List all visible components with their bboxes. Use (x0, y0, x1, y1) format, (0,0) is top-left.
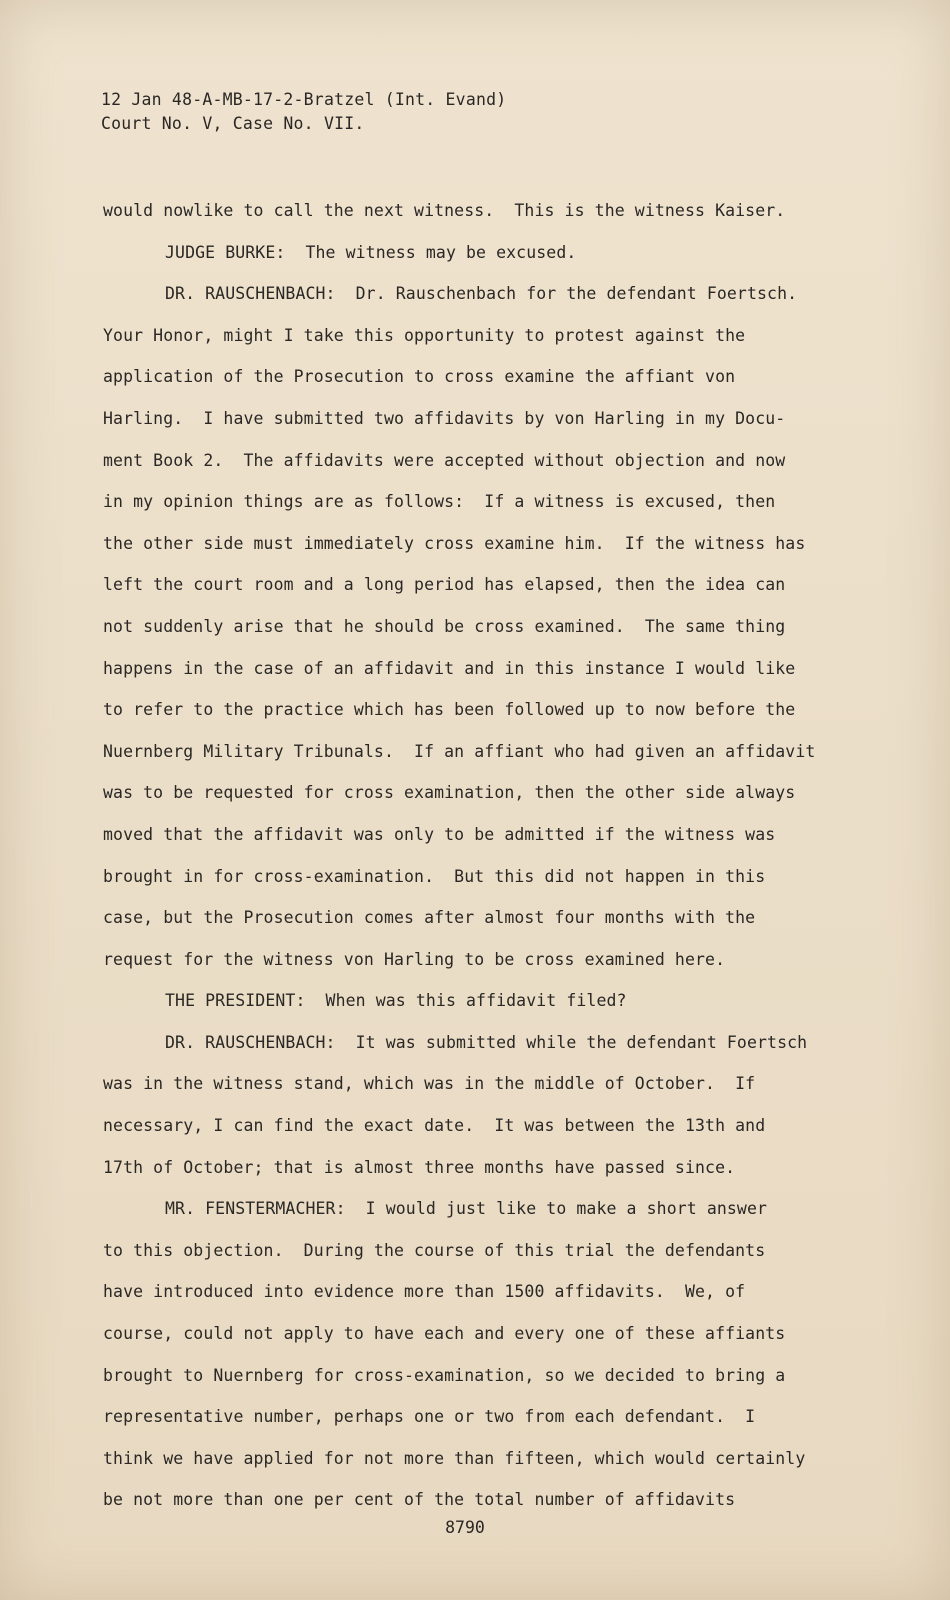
transcript-line: to this objection. During the course of this trial the defendants (103, 1240, 766, 1260)
transcript-line: to refer to the practice which has been followed up to now before the (103, 700, 796, 720)
transcript-line: Your Honor, might I take this opportunity to protest against the (103, 325, 746, 345)
transcript-line: Harling. I have submitted two affidavits by von Harling in my Docu- (103, 408, 786, 428)
transcript-line: would nowlike to call the next witness. This is the witness Kaiser. (103, 201, 786, 220)
transcript-body (103, 190, 843, 1521)
page-number: 8790 (445, 1518, 485, 1537)
transcript-line: 17th of October; that is almost three months have passed since. (103, 1157, 736, 1177)
transcript-line: the other side must immediately cross examine him. If the witness has (103, 533, 806, 553)
transcript-line: think we have applied for not more than fifteen, which would certainly (103, 1448, 806, 1468)
transcript-line: JUDGE BURKE: The witness may be excused. (165, 242, 577, 262)
transcript-line: ment Book 2. The affidavits were accepted without objection and now (103, 450, 786, 470)
transcript-line: left the court room and a long period has elapsed, then the idea can (103, 575, 786, 595)
transcript-line: not suddenly arise that he should be cross examined. The same thing (103, 616, 786, 636)
transcript-line: MR. FENSTERMACHER: I would just like to make a short answer (165, 1199, 768, 1219)
transcript-line: happens in the case of an affidavit and in this instance I would like (103, 658, 796, 678)
transcript-line: have introduced into evidence more than 1500 affidavits. We, of (103, 1282, 746, 1302)
transcript-line: brought in for cross-examination. But this did not happen in this (103, 866, 766, 886)
transcript-line: was in the witness stand, which was in the middle of October. If (103, 1074, 756, 1094)
transcript-line: THE PRESIDENT: When was this affidavit filed? (165, 991, 627, 1011)
transcript-line: brought to Nuernberg for cross-examination, so we decided to bring a (103, 1365, 786, 1385)
transcript-line: DR. RAUSCHENBACH: Dr. Rauschenbach for the defendant Foertsch. (165, 284, 798, 304)
transcript-line: necessary, I can find the exact date. It was between the 13th and (103, 1116, 766, 1136)
transcript-line: in my opinion things are as follows: If a witness is excused, then (103, 492, 776, 512)
transcript-line: Nuernberg Military Tribunals. If an affiant who had given an affidavit (103, 741, 816, 761)
document-header (101, 88, 506, 136)
transcript-line: DR. RAUSCHENBACH: It was submitted while the defendant Foertsch (165, 1032, 808, 1052)
transcript-line: moved that the affidavit was only to be admitted if the witness was (103, 824, 776, 844)
transcript-line: application of the Prosecution to cross examine the affiant von (103, 367, 736, 387)
header-court-line: Court No. V, Case No. VII. (101, 114, 365, 133)
transcript-line: was to be requested for cross examination, then the other side always (103, 783, 796, 803)
transcript-line: course, could not apply to have each and every one of these affiants (103, 1324, 786, 1344)
transcript-line: case, but the Prosecution comes after almost four months with the (103, 908, 756, 928)
transcript-line: representative number, perhaps one or two from each defendant. I (103, 1407, 756, 1427)
transcript-line: be not more than one per cent of the total number of affidavits (103, 1490, 736, 1510)
transcript-line: request for the witness von Harling to be cross examined here. (103, 949, 726, 969)
header-session-line: 12 Jan 48-A-MB-17-2-Bratzel (Int. Evand) (101, 90, 507, 109)
